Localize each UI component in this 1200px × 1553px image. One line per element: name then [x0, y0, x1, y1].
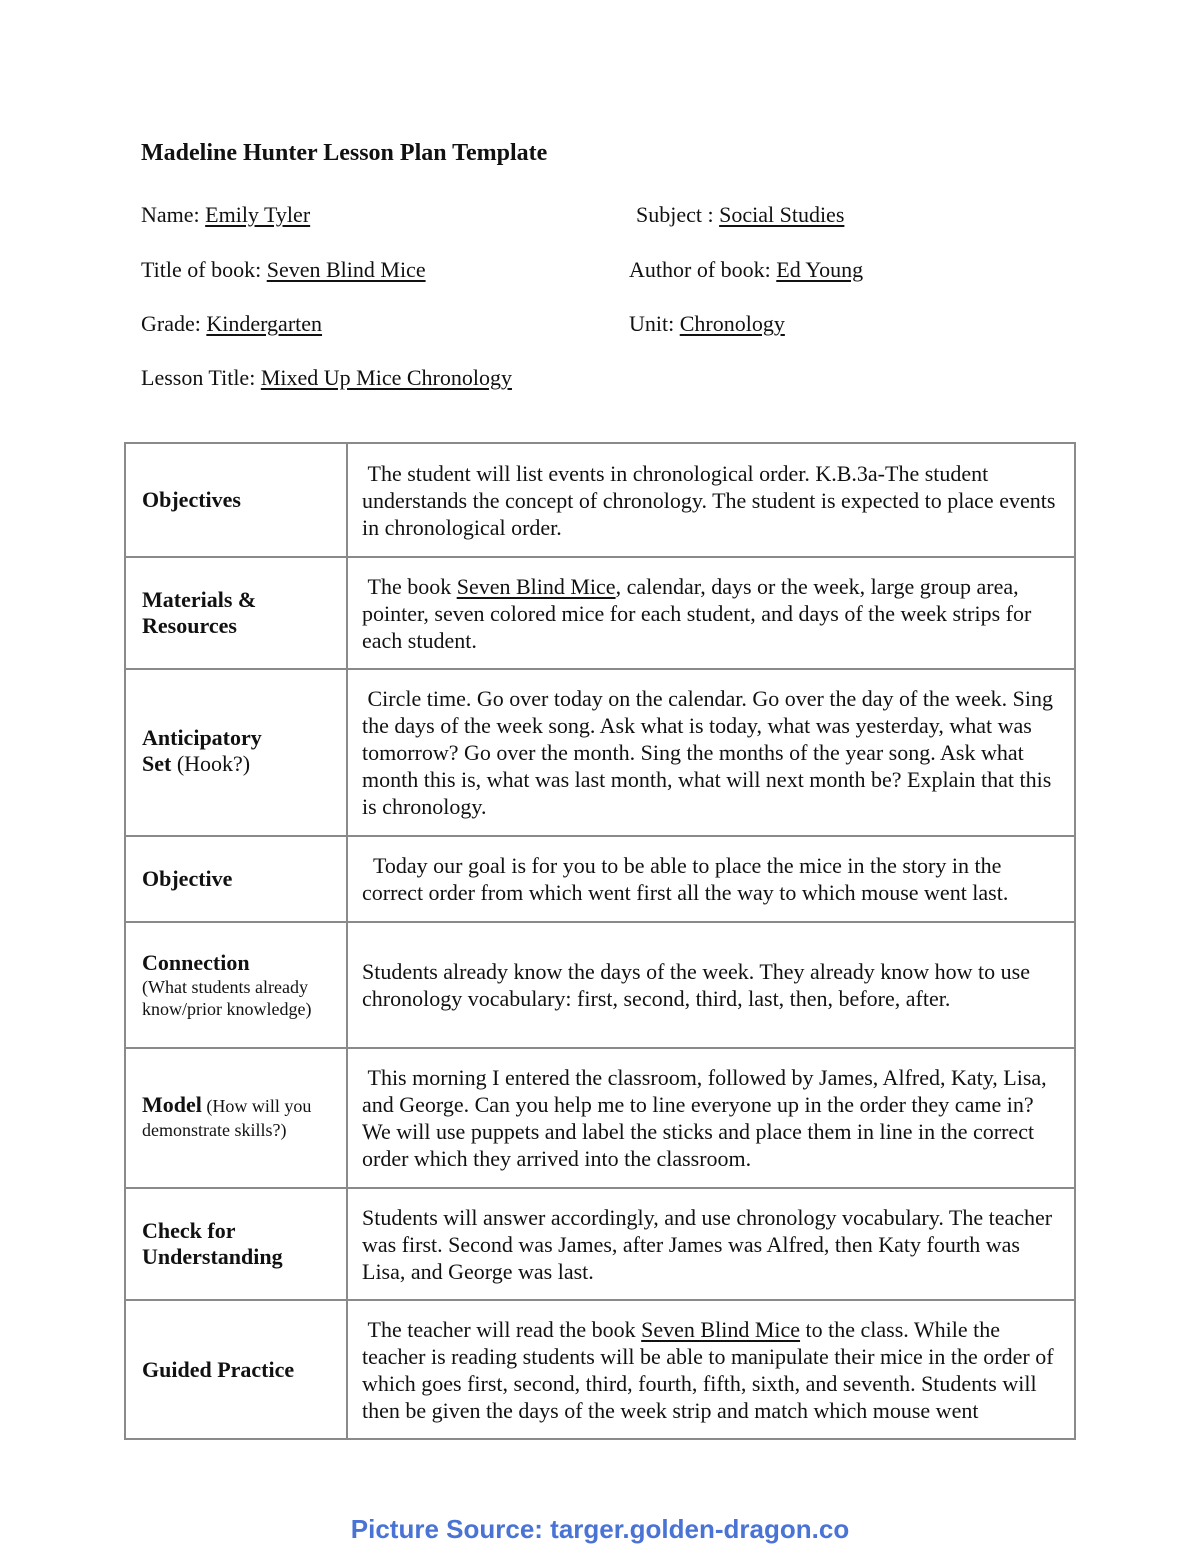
- check-label-line2: Understanding: [142, 1244, 283, 1269]
- materials-book-title: Seven Blind Mice: [456, 573, 616, 599]
- table-row-materials: [125, 557, 1075, 669]
- row-label-cell: [125, 557, 347, 669]
- guided-practice-text: [347, 1300, 1075, 1439]
- materials-text: [347, 557, 1075, 669]
- row-label-cell: [125, 443, 347, 557]
- row-label-cell: [125, 1188, 347, 1300]
- objective-text: Today our goal is for you to be able to place the mice in the story in the correct order from which went first all the way to which mouse went last.: [347, 836, 1075, 922]
- table-row-check-for-understanding: [125, 1188, 1075, 1300]
- grade-value: Kindergarten: [206, 311, 323, 336]
- guided-practice-label: Guided Practice: [142, 1356, 295, 1382]
- connection-sub-label: (What students already know/prior knowledge): [142, 977, 312, 1019]
- row-label-cell: [125, 669, 347, 836]
- connection-text: Students already know the days of the week. They already know how to use chronology vocabulary: first, second, third, last, then, before, after.: [347, 922, 1075, 1048]
- check-label-line1: Check for: [142, 1218, 236, 1243]
- materials-text-before: The book: [362, 573, 457, 599]
- table-row-objective: [125, 836, 1075, 922]
- anticipatory-label-line1: Anticipatory: [142, 725, 262, 750]
- table-row-anticipatory-set: [125, 669, 1075, 836]
- materials-text-after: , calendar, days or the week, large group area, pointer, seven colored mice for each student, and days of the week strips for each student.: [362, 573, 1032, 653]
- materials-label-line1: Materials &: [142, 587, 257, 612]
- grade-label: Grade:: [141, 311, 207, 336]
- author-label: Author of book:: [629, 257, 777, 282]
- anticipatory-label-hook: (Hook?): [171, 751, 251, 776]
- picture-source-caption: Picture Source: targer.golden-dragon.co: [350, 1514, 850, 1544]
- row-label-cell: [125, 836, 347, 922]
- model-label: Model: [142, 1091, 202, 1117]
- guided-book-title: Seven Blind Mice: [641, 1316, 801, 1342]
- objectives-text: The student will list events in chronological order. K.B.3a-The student understands the concept of chronology. The student is expected to place events in chronological order.: [347, 443, 1075, 557]
- author-field: [629, 257, 863, 283]
- row-label-cell: [125, 1048, 347, 1188]
- name-value: Emily Tyler: [205, 202, 311, 227]
- row-label-cell: [125, 922, 347, 1048]
- document-title: Madeline Hunter Lesson Plan Template: [141, 140, 548, 166]
- table-row-objectives: [125, 443, 1075, 557]
- objective-label: Objective: [142, 866, 233, 891]
- anticipatory-text: Circle time. Go over today on the calendar. Go over the day of the week. Sing the days of the week song. Ask what is today, what was yesterday, what was tomorrow? Go over the month. Sing the months of the year song. Ask what month this is, what was last month, what will next month be? Explain that this is chronology.: [347, 669, 1075, 836]
- grade-field: [141, 311, 322, 337]
- model-label-block: [142, 1091, 340, 1143]
- table-row-guided-practice: [125, 1300, 1075, 1439]
- guided-text-after: to the class. While the teacher is reading students will be able to manipulate their mice in the order of which goes first, second, third, fourth, fifth, sixth, and seventh. Students will then be given the days of the week strip and match which mouse went: [362, 1316, 1054, 1423]
- connection-label: Connection: [142, 950, 250, 975]
- anticipatory-label-set: Set: [142, 751, 172, 776]
- lesson-plan-table: [124, 442, 1076, 1440]
- lesson-title-label: Lesson Title:: [141, 365, 261, 390]
- anticipatory-label-line2: [142, 751, 340, 780]
- subject-label: Subject :: [636, 202, 720, 227]
- book-title-field: [141, 257, 426, 283]
- row-label-cell: [125, 1300, 347, 1439]
- unit-field: [629, 311, 785, 337]
- table-row-model: [125, 1048, 1075, 1188]
- unit-value: Chronology: [679, 311, 785, 336]
- materials-label-line2: Resources: [142, 613, 237, 638]
- subject-value: Social Studies: [719, 202, 845, 227]
- check-text: Students will answer accordingly, and use chronology vocabulary. The teacher was first. Second was James, after James was Alfred, then Katy fourth was Lisa, and George was last.: [347, 1188, 1075, 1300]
- unit-label: Unit:: [629, 311, 680, 336]
- table-row-connection: [125, 922, 1075, 1048]
- book-title-label: Title of book:: [141, 257, 267, 282]
- subject-field: [636, 202, 844, 228]
- name-label: Name:: [141, 202, 206, 227]
- author-value: Ed Young: [776, 257, 864, 282]
- book-title-value: Seven Blind Mice: [266, 257, 426, 282]
- model-sub-label: (How will you demonstrate skills?): [142, 1095, 312, 1140]
- guided-text-before: The teacher will read the book: [362, 1316, 642, 1342]
- objectives-label: Objectives: [142, 487, 241, 512]
- name-field: [141, 202, 310, 228]
- model-text: This morning I entered the classroom, followed by James, Alfred, Katy, Lisa, and George. Can you help me to line everyone up in the order they came in? We will use puppets and label the sticks and place them in line in the correct order which they arrived into the classroom.: [347, 1048, 1075, 1188]
- lesson-title-value: Mixed Up Mice Chronology: [260, 365, 512, 390]
- lesson-title-field: [141, 365, 512, 391]
